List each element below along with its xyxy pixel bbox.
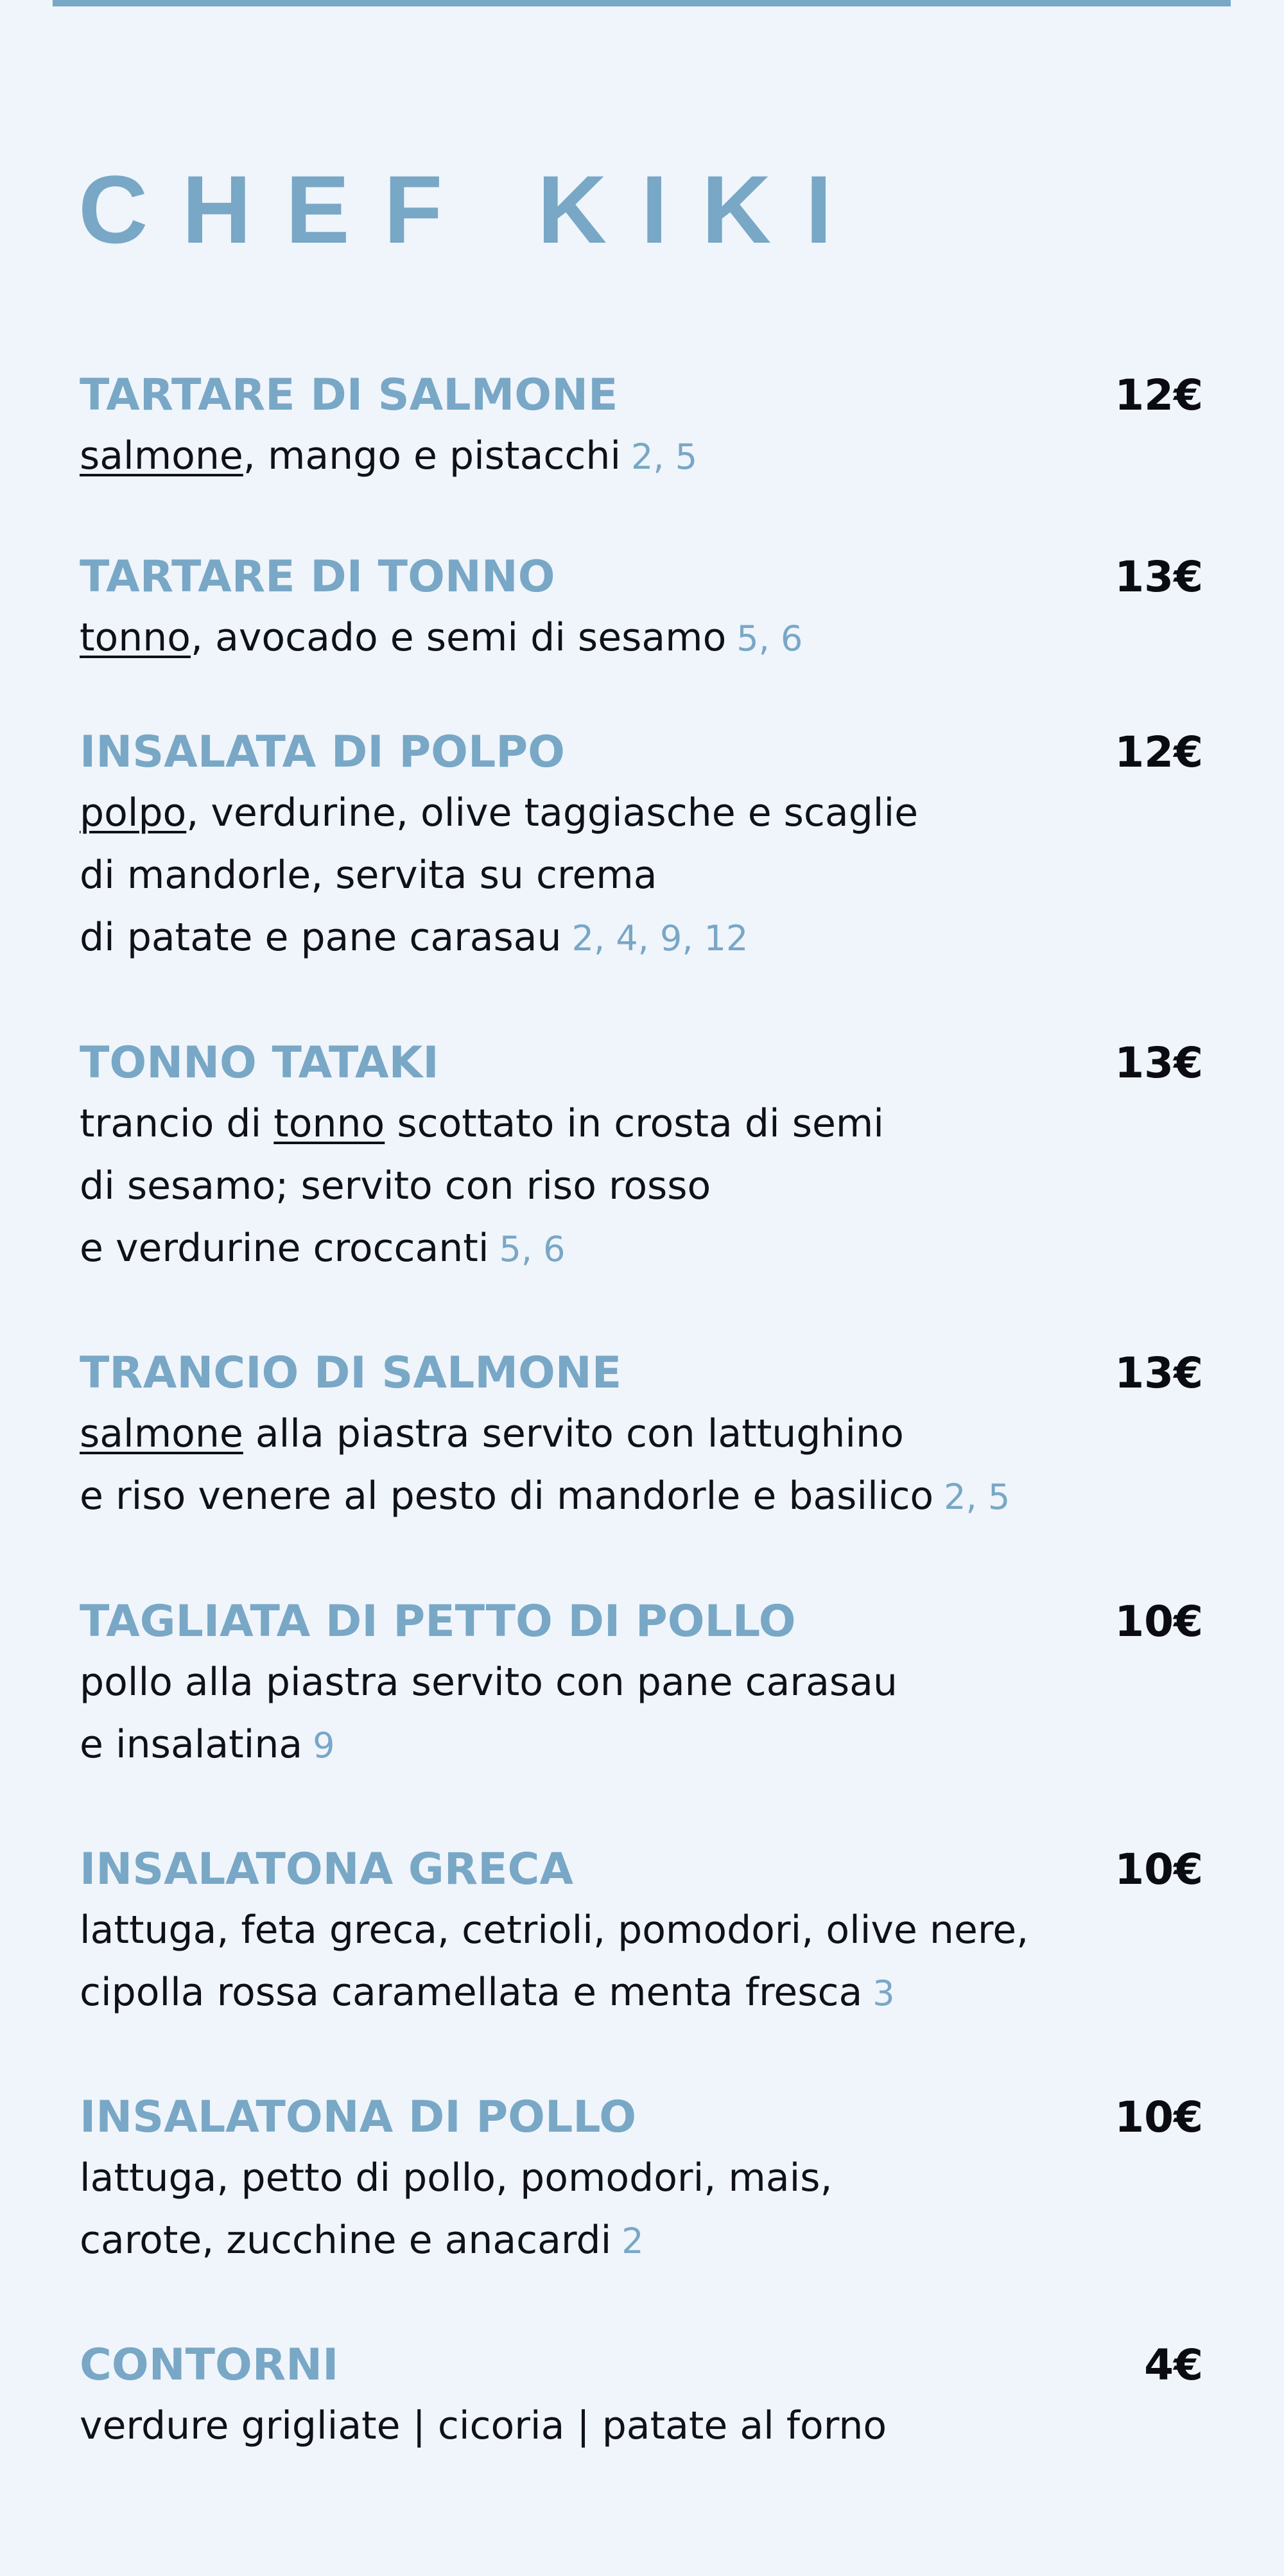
item-price: 4€	[1144, 2340, 1203, 2390]
description-text: di patate e pane carasau	[80, 915, 562, 960]
description-text: pollo alla piastra servito con pane carasau	[80, 1660, 898, 1705]
menu-item-insalatona-di-pollo	[80, 2088, 1203, 2272]
menu-item-insalatona-greca	[80, 1840, 1203, 2024]
menu-item-contorni	[80, 2336, 1203, 2457]
item-description-line	[80, 782, 1203, 844]
top-divider	[53, 0, 1231, 6]
allergen-codes: 2, 4, 9, 12	[571, 918, 749, 959]
item-price: 13€	[1115, 1038, 1203, 1088]
description-text: lattuga, petto di pollo, pomodori, mais,	[80, 2155, 833, 2200]
item-description-line	[80, 1155, 1203, 1217]
item-name: INSALATONA GRECA	[80, 1844, 574, 1895]
restaurant-title: CHEF KIKI	[78, 155, 866, 263]
item-description-line	[80, 1962, 1203, 2024]
item-description-line	[80, 1465, 1203, 1527]
allergen-codes: 9	[313, 1725, 335, 1766]
description-text: alla piastra servito con lattughino	[243, 1411, 904, 1456]
menu-item-trancio-di-salmone	[80, 1344, 1203, 1527]
menu-item-tartare-di-tonno	[80, 548, 1203, 669]
item-price: 13€	[1115, 552, 1203, 602]
description-text: verdure grigliate | cicoria | patate al forno	[80, 2403, 887, 2448]
description-text: e verdurine croccanti	[80, 1226, 489, 1271]
allergen-codes: 3	[872, 1973, 895, 2014]
menu-item-insalata-di-polpo	[80, 723, 1203, 969]
menu-item-tonno-tataki	[80, 1034, 1203, 1280]
description-text: scottato in crosta di semi	[385, 1101, 884, 1146]
item-description-line	[80, 1403, 1203, 1465]
allergen-codes: 2, 5	[631, 437, 698, 477]
item-price: 12€	[1115, 370, 1203, 420]
item-price: 13€	[1115, 1348, 1203, 1398]
description-text: cipolla rossa caramellata e menta fresca	[80, 1970, 863, 2015]
item-description-line	[80, 844, 1203, 907]
description-text: e riso venere al pesto di mandorle e basilico	[80, 1474, 934, 1519]
item-description-line	[80, 907, 1203, 969]
item-description-line	[80, 1093, 1203, 1155]
featured-ingredient: salmone	[80, 433, 243, 478]
item-description-line	[80, 607, 1203, 669]
featured-ingredient: polpo	[80, 790, 187, 835]
item-price: 10€	[1115, 1597, 1203, 1646]
item-price: 10€	[1115, 2093, 1203, 2142]
item-description-line	[80, 1217, 1203, 1280]
description-text: lattuga, feta greca, cetrioli, pomodori, olive nere,	[80, 1908, 1029, 1953]
item-name: TRANCIO DI SALMONE	[80, 1348, 622, 1398]
item-name: TARTARE DI TONNO	[80, 552, 555, 602]
item-price: 12€	[1115, 727, 1203, 777]
featured-ingredient: tonno	[273, 1101, 385, 1146]
item-name: INSALATA DI POLPO	[80, 727, 565, 778]
allergen-codes: 5, 6	[499, 1229, 566, 1269]
menu-item-tartare-di-salmone	[80, 366, 1203, 487]
featured-ingredient: salmone	[80, 1411, 243, 1456]
allergen-codes: 2, 5	[944, 1477, 1011, 1517]
description-text: , verdurine, olive taggiasche e scaglie	[186, 790, 919, 835]
description-text: e insalatina	[80, 1722, 303, 1767]
item-name: TAGLIATA DI PETTO DI POLLO	[80, 1596, 796, 1647]
item-description-line	[80, 1651, 1203, 1714]
item-name: CONTORNI	[80, 2340, 339, 2390]
item-description-line	[80, 1899, 1203, 1962]
featured-ingredient: tonno	[80, 615, 191, 660]
item-name: INSALATONA DI POLLO	[80, 2092, 636, 2143]
item-description-line	[80, 2209, 1203, 2272]
item-description-line	[80, 425, 1203, 487]
allergen-codes: 2	[621, 2221, 644, 2261]
item-name: TONNO TATAKI	[80, 1038, 439, 1088]
item-name: TARTARE DI SALMONE	[80, 370, 618, 421]
item-description-line	[80, 2395, 1203, 2457]
description-text: di sesamo; servito con riso rosso	[80, 1163, 711, 1208]
description-text: di mandorle, servita su crema	[80, 853, 657, 898]
item-price: 10€	[1115, 1845, 1203, 1894]
allergen-codes: 5, 6	[736, 618, 803, 659]
description-text: , mango e pistacchi	[243, 433, 621, 478]
description-text: , avocado e semi di sesamo	[191, 615, 727, 660]
item-description-line	[80, 2147, 1203, 2209]
description-text: carote, zucchine e anacardi	[80, 2218, 612, 2263]
description-text: trancio di	[80, 1101, 274, 1146]
item-description-line	[80, 1714, 1203, 1776]
menu-item-tagliata-di-petto-di-pollo	[80, 1592, 1203, 1776]
